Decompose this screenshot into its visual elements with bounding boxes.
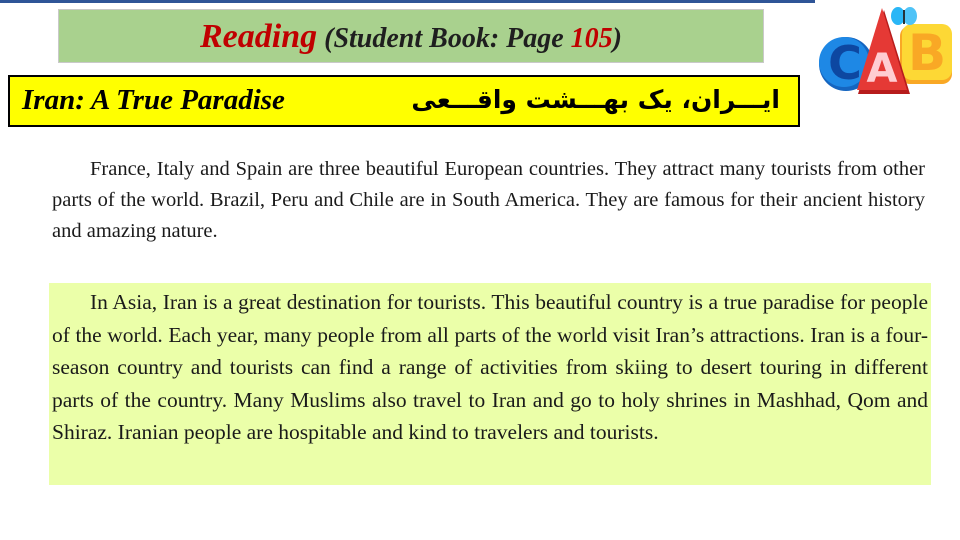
title-english: Iran: A True Paradise — [22, 84, 285, 116]
svg-text:A: A — [866, 46, 898, 92]
svg-text:B: B — [907, 24, 947, 82]
paragraph-europe-south-america: France, Italy and Spain are three beautiful European countries. They attract many tourists from other parts of the world. Brazil, Peru and Chile are in South America. They are famous for their ancient history and amazing nature. — [52, 158, 925, 242]
paragraph-iran-highlighted: In Asia, Iran is a great destination for tourists. This beautiful country is a true paradise for people of the world. Each year, many people from all parts of the world visit Iran’s attractions. Iran is a four- season country and tourists can find a range of activities from skiing to desert touring in different parts of the country. Many Muslims also travel to Iran and go to holy shrines in Mashhad, Qom and Shiraz. Iranian people are hospitable and kind to travelers and tourists. — [49, 283, 931, 485]
page-number: 105 — [570, 23, 613, 54]
letter-b-icon — [900, 24, 952, 84]
lesson-header — [58, 9, 764, 63]
butterfly-icon — [891, 7, 917, 25]
top-accent-rule — [0, 0, 815, 3]
abc-blocks-butterfly-icon — [818, 2, 960, 100]
lesson-title-banner — [8, 75, 800, 127]
svg-text:C: C — [828, 36, 862, 90]
title-persian: ایـــران، یک بهـــشت واقـــعی — [411, 85, 780, 114]
book-ref-label: Student Book: Page — [333, 23, 571, 54]
open-paren: ( — [317, 23, 334, 54]
book-reference — [317, 23, 622, 54]
close-paren: ) — [612, 23, 622, 54]
section-title: Reading — [199, 18, 318, 55]
